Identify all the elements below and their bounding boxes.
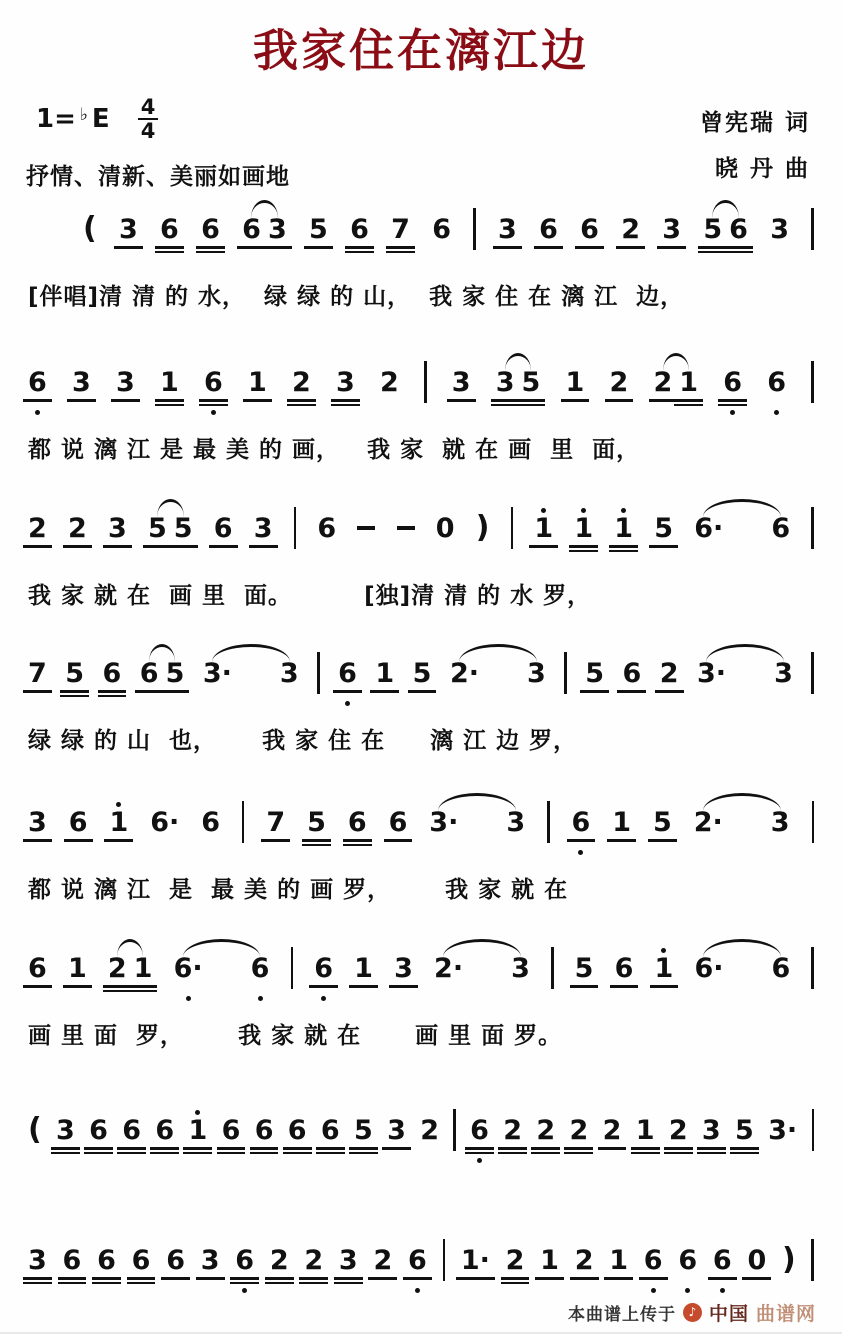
note: 5: [654, 506, 673, 562]
note: 6·: [174, 946, 203, 1002]
watermark-footer: [568, 1299, 816, 1326]
note: 5: [354, 1108, 373, 1164]
time-signature: [138, 96, 159, 142]
note: 2: [621, 207, 640, 263]
note: 6: [644, 1238, 663, 1294]
note: 2: [304, 1238, 323, 1294]
note: 2: [270, 1238, 289, 1294]
notation-row: [28, 360, 814, 416]
note: 2: [575, 1238, 594, 1294]
note: 2: [380, 367, 399, 398]
slur-group: [148, 506, 193, 562]
note: 6: [470, 1108, 489, 1164]
song-title: 我家住在漓江边: [252, 24, 589, 77]
barline: [811, 947, 814, 989]
note: 0: [747, 1238, 766, 1294]
barline: [564, 652, 567, 694]
slur-group: [108, 946, 153, 1002]
note: 6: [242, 207, 261, 263]
note: 2: [536, 1108, 555, 1164]
note: 6: [317, 513, 337, 544]
note: 3: [201, 1238, 220, 1294]
dash-extension: [357, 526, 375, 530]
note: 6: [615, 946, 634, 1002]
note: 5: [309, 207, 328, 263]
site-logo-icon: ♪: [683, 1303, 702, 1322]
note: 3: [254, 506, 273, 562]
note: 6: [201, 207, 220, 263]
barline: [291, 947, 294, 989]
note: 1: [109, 800, 128, 856]
note: 3: [774, 658, 793, 689]
close-paren: ): [475, 509, 490, 545]
slur-group: [450, 651, 546, 707]
lyrics-row: 都 说 漓 江 是 最 美 的 画 罗， 我 家 就 在: [28, 877, 569, 903]
note: 1: [375, 651, 394, 707]
time-signature-bottom: 4: [140, 119, 156, 143]
barline: [511, 507, 514, 549]
note: 3: [108, 506, 127, 562]
close-paren: ): [781, 1241, 796, 1277]
lyrics-row: [伴唱]清 清 的 水， 绿 绿 的 山， 我 家 住 在 漓 江 边，: [28, 284, 685, 310]
note: 1: [134, 946, 153, 1002]
note: 3: [72, 360, 91, 416]
barline: [811, 361, 814, 403]
notation-row: [28, 506, 814, 562]
note: 3: [452, 360, 471, 416]
note: 2·: [693, 807, 723, 838]
note: 6: [155, 1108, 174, 1164]
note: 6: [251, 946, 270, 1002]
note: 3: [28, 1238, 47, 1294]
note: 5: [522, 360, 541, 416]
note: 6: [69, 800, 88, 856]
dash-extension: [397, 526, 415, 530]
note: 3: [526, 658, 546, 689]
note: 6: [622, 651, 641, 707]
note: 3: [387, 1108, 406, 1164]
note: 6·: [694, 513, 724, 544]
note: 6: [389, 800, 408, 856]
note: 6: [432, 214, 452, 245]
slur-group: [694, 506, 790, 562]
note: 6·: [694, 953, 724, 984]
note: 6: [103, 651, 122, 707]
note: 2: [610, 360, 629, 416]
barline: [242, 801, 245, 843]
notation-row: [28, 1108, 814, 1164]
slur-group: [242, 207, 287, 263]
barline: [453, 1109, 456, 1151]
note: 3: [279, 658, 299, 689]
note: 3: [336, 360, 355, 416]
note: 6: [408, 1238, 427, 1294]
note: 2: [603, 1108, 622, 1164]
notation-row: [28, 800, 814, 856]
note: 1: [534, 506, 553, 562]
note: 6·: [150, 807, 180, 838]
note: 6: [767, 360, 786, 416]
note: 1: [574, 506, 593, 562]
slur-group: [697, 651, 793, 707]
notation-row: [28, 651, 814, 707]
barline: [812, 1109, 815, 1151]
barline: [547, 801, 550, 843]
note: 3: [116, 360, 135, 416]
note: 5: [735, 1108, 754, 1164]
notation-row: [28, 207, 814, 263]
barline: [811, 507, 814, 549]
note: 3: [506, 807, 526, 838]
note: 1: [609, 1238, 628, 1294]
note: 6: [204, 360, 223, 416]
note: 6: [97, 1238, 116, 1294]
note: 6: [235, 1238, 254, 1294]
score-line-6: [28, 946, 814, 1050]
note: 2: [292, 360, 311, 416]
note: 6: [201, 807, 220, 838]
slur-group: [203, 651, 299, 707]
note: 5: [65, 651, 84, 707]
note: 6: [132, 1238, 151, 1294]
slur-group: [496, 360, 541, 416]
note: 2: [373, 1238, 392, 1294]
note: 3·: [202, 658, 232, 689]
note: 1: [354, 946, 373, 1002]
barline: [294, 507, 297, 549]
barline: [812, 801, 815, 843]
note: 6: [572, 800, 591, 856]
site-name-primary: 中国: [708, 1303, 749, 1325]
site-name-secondary: 曲谱网: [755, 1303, 816, 1325]
slur-group: [694, 800, 790, 856]
note: 2·: [449, 658, 479, 689]
note: 6: [63, 1238, 82, 1294]
slur-group: [174, 946, 270, 1002]
note: 6: [348, 800, 367, 856]
note: 6: [214, 506, 233, 562]
lyrics-row: 绿 绿 的 山 也， 我 家 住 在 漓 江 边 罗，: [28, 728, 578, 754]
note: 3: [56, 1108, 75, 1164]
upload-note: 本曲谱上传于: [567, 1305, 676, 1325]
note: 6: [729, 207, 748, 263]
note: 3: [511, 953, 530, 984]
note: 3·: [429, 807, 459, 838]
slur-group: [140, 651, 185, 707]
note: 6: [28, 946, 47, 1002]
note: 7: [266, 800, 285, 856]
note: 6: [288, 1108, 307, 1164]
note: 2: [569, 1108, 588, 1164]
score-line-1: [28, 207, 814, 311]
note: 2: [506, 1238, 525, 1294]
note: 6: [539, 207, 558, 263]
notation-row: [28, 1238, 814, 1294]
note: 3: [770, 807, 790, 838]
note: 5: [307, 800, 326, 856]
barline: [551, 947, 554, 989]
slur-group: [694, 946, 790, 1002]
note: 5: [703, 207, 722, 263]
note: 3·: [768, 1115, 798, 1146]
note: 2: [654, 360, 673, 416]
slur-group: [654, 360, 699, 416]
score-line-7: [28, 1108, 814, 1164]
note: 6: [321, 1108, 340, 1164]
note: 3: [702, 1108, 721, 1164]
note: 6: [28, 360, 47, 416]
lyricist-credit: 曾宪瑞 词: [699, 110, 810, 136]
score-line-3: [28, 506, 814, 610]
lyrics-row: 都 说 漓 江 是 最 美 的 画， 我 家 就 在 画 里 面，: [28, 437, 641, 463]
note: 1·: [461, 1238, 490, 1294]
open-paren: (: [28, 1111, 42, 1147]
barline: [811, 1239, 814, 1281]
note: 3: [662, 207, 681, 263]
note: 3: [339, 1238, 358, 1294]
note: 5: [413, 651, 432, 707]
note: 2: [420, 1115, 440, 1146]
note: 1: [655, 946, 674, 1002]
score-line-4: [28, 651, 814, 755]
credits: [700, 100, 810, 192]
score-line-8: [28, 1238, 814, 1294]
note: 1: [679, 360, 698, 416]
note: 2: [660, 651, 679, 707]
lyrics-row: 我 家 就 在 画 里 面。 [独]清 清 的 水 罗，: [28, 583, 592, 609]
note: 1: [188, 1108, 207, 1164]
barline: [424, 361, 427, 403]
note: 3: [28, 800, 47, 856]
open-paren: (: [83, 210, 97, 246]
note: 5: [585, 651, 604, 707]
key-signature: [36, 96, 158, 142]
note: 6: [678, 1238, 697, 1294]
note: 3: [496, 360, 515, 416]
slur-group: [434, 946, 530, 1002]
note: 2: [669, 1108, 688, 1164]
note: 1: [614, 506, 633, 562]
note: 2: [28, 506, 47, 562]
note: 6: [140, 651, 159, 707]
note: 3: [770, 214, 790, 245]
note: 1: [636, 1108, 655, 1164]
note: 0: [435, 513, 455, 544]
note: 6: [723, 360, 742, 416]
note: 5: [575, 946, 594, 1002]
lyrics-row: 画 里 面 罗， 我 家 就 在 画 里 面 罗。: [28, 1023, 563, 1049]
note: 2: [503, 1108, 522, 1164]
note: 1: [612, 800, 631, 856]
note: 6: [122, 1108, 141, 1164]
note: 6: [160, 207, 179, 263]
barline: [811, 652, 814, 694]
note: 1: [248, 360, 267, 416]
slur-group: [703, 207, 748, 263]
note: 6: [255, 1108, 274, 1164]
note: 5: [148, 506, 167, 562]
note: 3: [268, 207, 287, 263]
note: 2: [68, 506, 87, 562]
note: 3·: [697, 658, 727, 689]
barline: [317, 652, 320, 694]
note: 3: [119, 207, 138, 263]
flat-icon: ♭: [79, 105, 88, 125]
note: 6: [222, 1108, 241, 1164]
note: 6: [350, 207, 369, 263]
notation-row: [28, 946, 814, 1002]
note: 1: [540, 1238, 559, 1294]
note: 1: [68, 946, 87, 1002]
key-note: E: [91, 104, 110, 134]
note: 5: [174, 506, 193, 562]
note: 6: [771, 953, 791, 984]
note: 6: [166, 1238, 185, 1294]
note: 2: [108, 946, 127, 1002]
score-line-5: [28, 800, 814, 904]
composer-credit: 晓 丹 曲: [714, 156, 810, 182]
note: 6: [771, 513, 791, 544]
note: 2·: [434, 953, 464, 984]
note: 6: [314, 946, 333, 1002]
note: 3: [394, 946, 413, 1002]
time-signature-top: 4: [138, 96, 159, 120]
note: 7: [28, 651, 47, 707]
note: 5: [166, 651, 185, 707]
barline: [443, 1239, 446, 1281]
note: 1: [566, 360, 585, 416]
note: 1: [160, 360, 179, 416]
note: 6: [580, 207, 599, 263]
score-line-2: [28, 360, 814, 464]
slur-group: [429, 800, 525, 856]
note: 3: [498, 207, 517, 263]
barline: [473, 208, 476, 250]
note: 7: [391, 207, 410, 263]
note: 6: [713, 1238, 732, 1294]
note: 6: [89, 1108, 108, 1164]
barline: [811, 208, 814, 250]
key-prefix: 1=: [36, 104, 76, 134]
tempo-marking: 抒情、清新、美丽如画地: [26, 164, 290, 190]
note: 6: [338, 651, 357, 707]
note: 5: [653, 800, 672, 856]
